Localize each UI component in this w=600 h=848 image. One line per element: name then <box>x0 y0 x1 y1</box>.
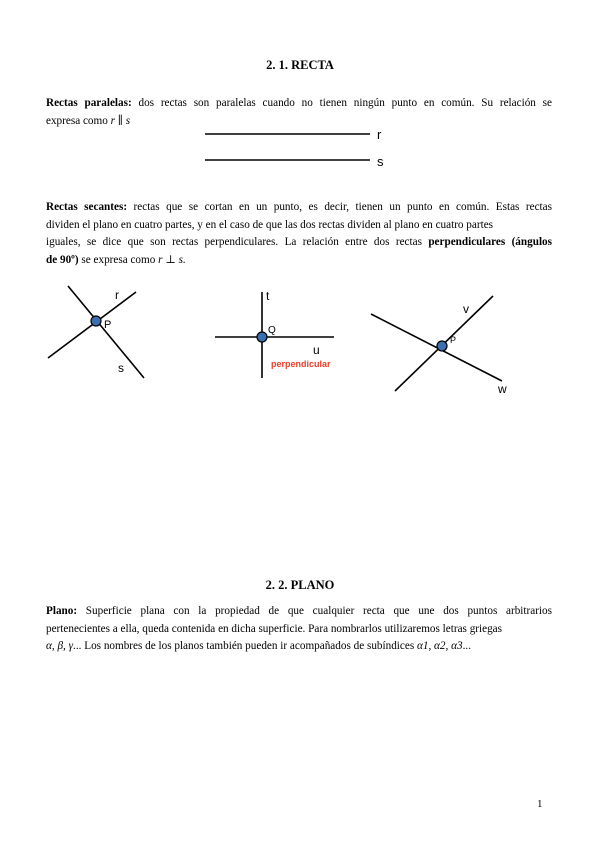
label-r: r <box>115 288 119 302</box>
secantes-paragraph <box>46 199 552 269</box>
page-number: 1 <box>537 798 543 810</box>
section-title-recta: 2. 1. RECTA <box>266 58 334 72</box>
paralelas-expression: r ∥ s <box>110 114 131 127</box>
secantes-expression: r ⊥ s. <box>158 253 186 266</box>
label-w: w <box>498 382 507 396</box>
label-v: v <box>463 302 469 316</box>
plano-text-1: Superficie plana con la propiedad de que cualquier recta que une dos puntos arbitrarios <box>77 605 552 617</box>
intersection-point <box>257 332 267 342</box>
secantes-text-4: se expresa como <box>78 253 159 266</box>
secantes-line-1 <box>46 199 552 217</box>
line-w <box>371 314 502 381</box>
perpendicular-caption: perpendicular <box>271 359 331 369</box>
plano-line-3 <box>46 638 552 656</box>
parallel-lines-diagram <box>200 124 400 169</box>
intersection-point <box>437 341 447 351</box>
line-s <box>68 286 144 378</box>
label-t: t <box>266 289 270 303</box>
label-p: P <box>450 335 457 345</box>
plano-paragraph <box>46 603 552 656</box>
greek-letters: α, β, γ <box>46 640 74 652</box>
plano-text-3: ... Los nombres de los planos también pueden ir acompañados de subíndices <box>73 640 417 652</box>
label-s: s <box>118 361 124 375</box>
secantes-line-2: dividen el plano en cuatro partes, y en el caso de que las dos rectas dividen al plano en cuatro partes <box>46 218 494 231</box>
secantes-bold-4: de 90º) <box>46 253 79 266</box>
paralelas-label: Rectas paralelas: <box>46 97 132 109</box>
section-title-plano: 2. 2. PLANO <box>265 578 335 592</box>
perpendicular-diagram <box>210 284 345 384</box>
secantes-label: Rectas secantes: <box>46 201 128 213</box>
secant-diagram-3 <box>365 290 515 400</box>
label-p: P <box>104 319 112 331</box>
label-q: Q <box>268 325 276 336</box>
secant-diagram-1 <box>40 282 160 387</box>
paralelas-text-2: expresa como <box>46 114 111 127</box>
intersection-point <box>91 316 101 326</box>
secantes-text-1: rectas que se cortan en un punto, es decir, tienen un punto en común. Estas rectas <box>127 201 552 213</box>
plano-text-3-end: ... <box>462 640 471 652</box>
secantes-bold-3: perpendiculares (ángulos <box>428 236 552 248</box>
line-r <box>48 292 136 358</box>
plano-label: Plano: <box>46 605 78 617</box>
secantes-text-3: iguales, se dice que son rectas perpendiculares. La relación entre dos rectas <box>46 236 429 248</box>
paralelas-line-1 <box>46 95 552 113</box>
subscript-examples: α1, α2, α3 <box>417 640 463 652</box>
plano-line-2: pertenecientes a ella, queda contenida en dicha superficie. Para nombrarlos utilizaremos letras griegas <box>46 622 503 635</box>
label-r: r <box>377 127 382 142</box>
label-u: u <box>313 343 320 357</box>
secantes-line-3 <box>46 234 552 252</box>
paralelas-text-1: dos rectas son paralelas cuando no tienen ningún punto en común. Su relación se <box>131 97 552 109</box>
secantes-line-4 <box>46 252 552 270</box>
label-s: s <box>377 154 384 169</box>
plano-line-1 <box>46 603 552 621</box>
